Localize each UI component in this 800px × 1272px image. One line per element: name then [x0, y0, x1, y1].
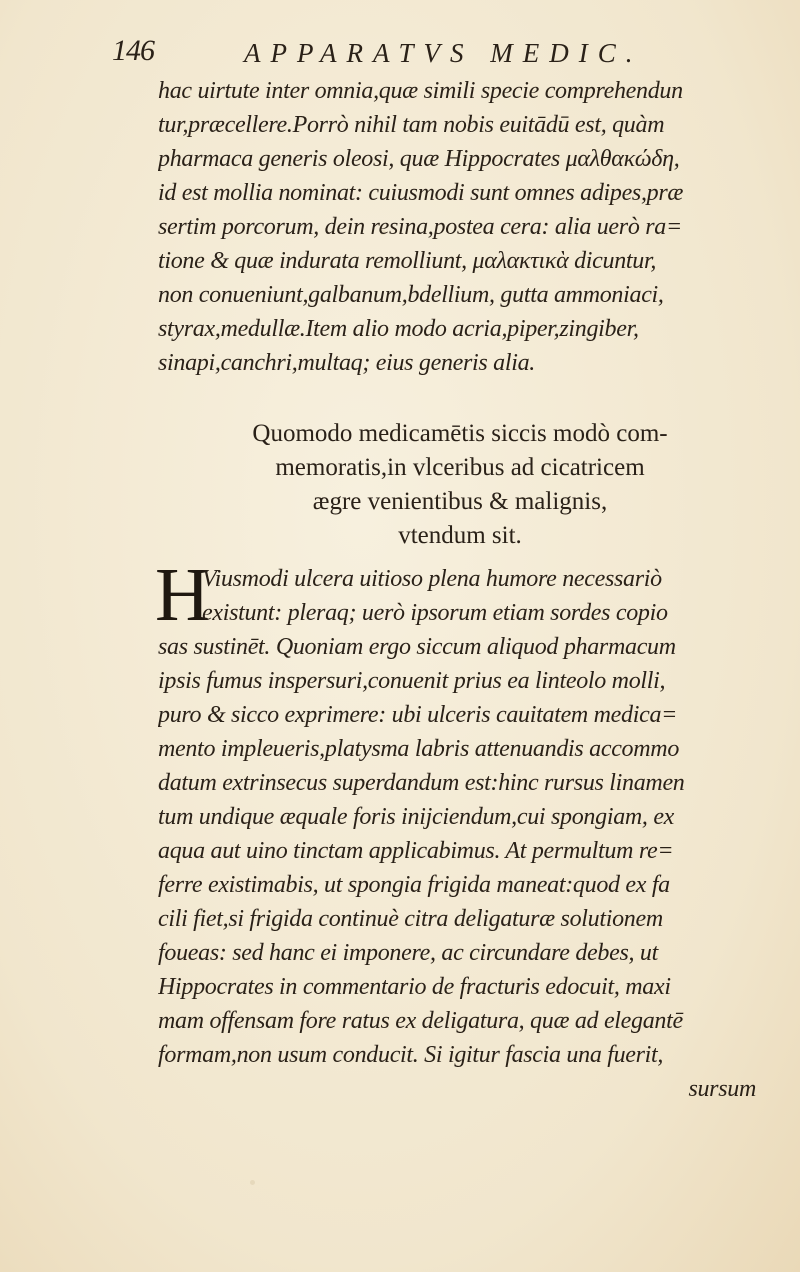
- catchword: sursum: [688, 1076, 756, 1102]
- text-line: mento impleueris,platysma labris attenuandis accommo: [158, 736, 680, 762]
- text-line: ipsis fumus inspersuri,conuenit prius ea linteolo molli,: [158, 668, 666, 694]
- text-line: tione & quæ indurata remolliunt, μαλακτικὰ dicuntur,: [158, 248, 657, 274]
- text-line: cili fiet,si frigida continuè citra deligaturæ solutionem: [158, 906, 663, 932]
- paragraph-2: [158, 562, 768, 1106]
- text-line: Viusmodi ulcera uitioso plena humore necessariò: [202, 566, 662, 592]
- heading-line: memoratis,in vlceribus ad cicatricem: [275, 454, 645, 481]
- text-line: formam,non usum conducit. Si igitur fascia una fuerit,: [158, 1042, 664, 1068]
- text-line: datum extrinsecus superdandum est:hinc rursus linamen: [158, 770, 685, 796]
- text-line: id est mollia nominat: cuiusmodi sunt omnes adipes,præ: [158, 180, 684, 206]
- heading-line: Quomodo medicamētis siccis modò com-: [252, 420, 668, 447]
- text-line: puro & sicco exprimere: ubi ulceris cauitatem medica=: [158, 702, 678, 728]
- text-line: mam offensam fore ratus ex deligatura, quæ ad elegantē: [158, 1008, 683, 1034]
- page-number: 146: [112, 34, 154, 67]
- text-line: ferre existimabis, ut spongia frigida maneat:quod ex fa: [158, 872, 670, 898]
- text-line: tur,præcellere.Porrò nihil tam nobis euitādū est, quàm: [158, 112, 665, 138]
- text-line: sinapi,canchri,multaq; eius generis alia.: [158, 350, 535, 376]
- paragraph-1: [158, 74, 768, 380]
- text-line: sertim porcorum, dein resina,postea cera: alia uerò ra=: [158, 214, 682, 240]
- drop-cap: H: [155, 553, 210, 637]
- text-line: tum undique æquale foris inijciendum,cui spongiam, ex: [158, 804, 675, 830]
- text-line: Hippocrates in commentario de fracturis edocuit, maxi: [158, 974, 671, 1000]
- text-line: styrax,medullæ.Item alio modo acria,piper,zingiber,: [158, 316, 639, 342]
- text-line: aqua aut uino tinctam applicabimus. At permultum re=: [158, 838, 674, 864]
- text-line: sas sustinēt. Quoniam ergo siccum aliquod pharmacum: [158, 634, 676, 660]
- section-heading: [180, 417, 740, 553]
- text-line: hac uirtute inter omnia,quæ simili specie comprehendun: [158, 78, 683, 104]
- paper-stain: [250, 1180, 255, 1185]
- text-line: non conueniunt,galbanum,bdellium, gutta ammoniaci,: [158, 282, 664, 308]
- text-line: existunt: pleraq; uerò ipsorum etiam sordes copio: [202, 600, 668, 626]
- heading-line: ægre venientibus & malignis,: [312, 488, 608, 515]
- running-head: APPARATVS MEDIC.: [244, 38, 643, 68]
- text-line: foueas: sed hanc ei imponere, ac circundare debes, ut: [158, 940, 658, 966]
- page-header: [112, 32, 712, 72]
- heading-line: vtendum sit.: [398, 522, 522, 549]
- text-line: pharmaca generis oleosi, quæ Hippocrates μαλθακώδη,: [158, 146, 680, 172]
